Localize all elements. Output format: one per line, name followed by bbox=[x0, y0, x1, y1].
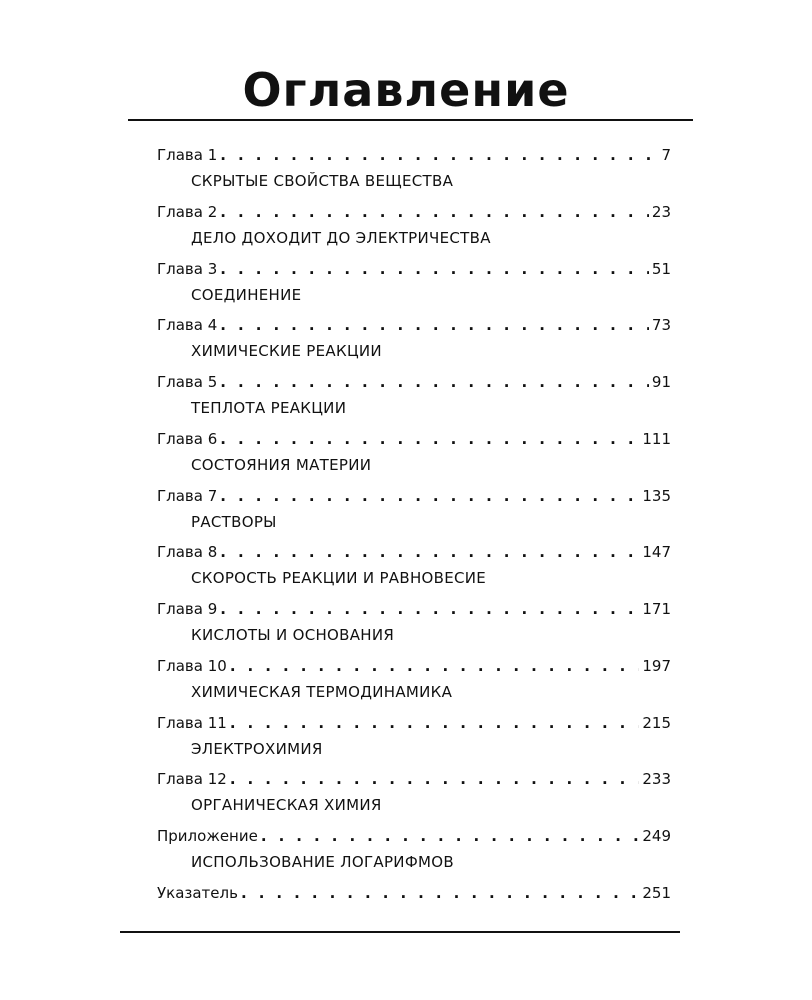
toc-label: Глава 3 bbox=[157, 259, 218, 278]
toc-page-number: 111 bbox=[642, 429, 671, 448]
toc-page-number: 73 bbox=[651, 316, 671, 335]
toc-entry-chapter-6[interactable] bbox=[157, 430, 671, 487]
toc-label: Глава 5 bbox=[157, 373, 218, 391]
dot-leader bbox=[220, 600, 639, 618]
toc-label: Глава 7 bbox=[157, 486, 218, 505]
toc-page-number: 23 bbox=[651, 202, 671, 221]
toc-label: Глава 8 bbox=[157, 543, 218, 562]
dot-leader bbox=[230, 714, 640, 732]
toc-chapter-title: ИСПОЛЬЗОВАНИЕ ЛОГАРИФМОВ bbox=[191, 853, 454, 871]
toc-chapter-title: ЭЛЕКТРОХИМИЯ bbox=[191, 739, 323, 758]
toc-chapter-title: СОЕДИНЕНИЕ bbox=[191, 285, 302, 304]
dot-leader bbox=[261, 827, 640, 845]
toc-label: Глава 11 bbox=[157, 713, 227, 732]
dot-leader bbox=[220, 430, 639, 448]
toc-page-number: 51 bbox=[651, 259, 671, 278]
toc-entry-chapter-2[interactable] bbox=[157, 203, 671, 260]
toc-page-number: 249 bbox=[642, 827, 671, 845]
toc-label: Глава 9 bbox=[157, 600, 218, 618]
dot-leader bbox=[241, 884, 639, 902]
toc-page-number: 7 bbox=[661, 146, 671, 164]
toc-entry-chapter-10[interactable] bbox=[157, 657, 671, 714]
toc-label: Глава 12 bbox=[157, 770, 227, 789]
dot-leader bbox=[220, 203, 649, 221]
dot-leader bbox=[220, 260, 649, 278]
toc-entry-chapter-11[interactable] bbox=[157, 714, 671, 771]
toc-entry-chapter-4[interactable] bbox=[157, 316, 671, 373]
toc-chapter-title: СКОРОСТЬ РЕАКЦИИ И РАВНОВЕСИЕ bbox=[191, 569, 487, 588]
toc-page-number: 135 bbox=[642, 486, 671, 505]
toc-entry-chapter-12[interactable] bbox=[157, 770, 671, 827]
toc-label: Глава 2 bbox=[157, 202, 218, 221]
toc-entry-chapter-7[interactable] bbox=[157, 487, 671, 544]
dot-leader bbox=[230, 657, 640, 675]
dot-leader bbox=[220, 543, 639, 561]
toc-label: Глава 10 bbox=[157, 656, 227, 675]
dot-leader bbox=[220, 316, 649, 334]
toc-entry-appendix[interactable] bbox=[157, 827, 671, 884]
dot-leader bbox=[220, 146, 658, 164]
toc-chapter-title: РАСТВОРЫ bbox=[191, 512, 277, 531]
table-of-contents bbox=[157, 146, 671, 941]
toc-page-number: 251 bbox=[642, 883, 671, 902]
toc-label: Приложение bbox=[157, 827, 258, 845]
toc-chapter-title: ОРГАНИЧЕСКАЯ ХИМИЯ bbox=[191, 796, 382, 815]
toc-entry-chapter-5[interactable] bbox=[157, 373, 671, 430]
toc-chapter-title: ХИМИЧЕСКИЕ РЕАКЦИИ bbox=[191, 342, 382, 361]
toc-label: Глава 6 bbox=[157, 429, 218, 448]
toc-chapter-title: ТЕПЛОТА РЕАКЦИИ bbox=[191, 399, 347, 417]
toc-page-number: 147 bbox=[642, 543, 671, 562]
dot-leader bbox=[230, 770, 640, 788]
toc-chapter-title: СОСТОЯНИЯ МАТЕРИИ bbox=[191, 455, 372, 474]
dot-leader bbox=[220, 487, 639, 505]
toc-entry-chapter-9[interactable] bbox=[157, 600, 671, 657]
toc-label: Глава 4 bbox=[157, 316, 218, 335]
toc-entry-chapter-1[interactable] bbox=[157, 146, 671, 203]
page-title: Оглавление bbox=[242, 63, 570, 117]
toc-chapter-title: ХИМИЧЕСКАЯ ТЕРМОДИНАМИКА bbox=[191, 682, 453, 701]
toc-page-number: 233 bbox=[642, 770, 671, 789]
toc-page-number: 215 bbox=[642, 713, 671, 732]
toc-label: Указатель bbox=[157, 883, 238, 902]
toc-page-number: 197 bbox=[642, 656, 671, 675]
toc-label: Глава 1 bbox=[157, 146, 218, 164]
toc-chapter-title: СКРЫТЫЕ СВОЙСТВА ВЕЩЕСТВА bbox=[191, 172, 454, 190]
toc-entry-chapter-8[interactable] bbox=[157, 543, 671, 600]
toc-chapter-title: КИСЛОТЫ И ОСНОВАНИЯ bbox=[191, 626, 395, 644]
dot-leader bbox=[220, 373, 649, 391]
bottom-divider bbox=[120, 931, 680, 933]
toc-entry-chapter-3[interactable] bbox=[157, 260, 671, 317]
toc-page-number: 171 bbox=[642, 600, 671, 618]
top-divider bbox=[128, 119, 693, 121]
toc-chapter-title: ДЕЛО ДОХОДИТ ДО ЭЛЕКТРИЧЕСТВА bbox=[191, 228, 491, 247]
toc-page-number: 91 bbox=[651, 373, 671, 391]
